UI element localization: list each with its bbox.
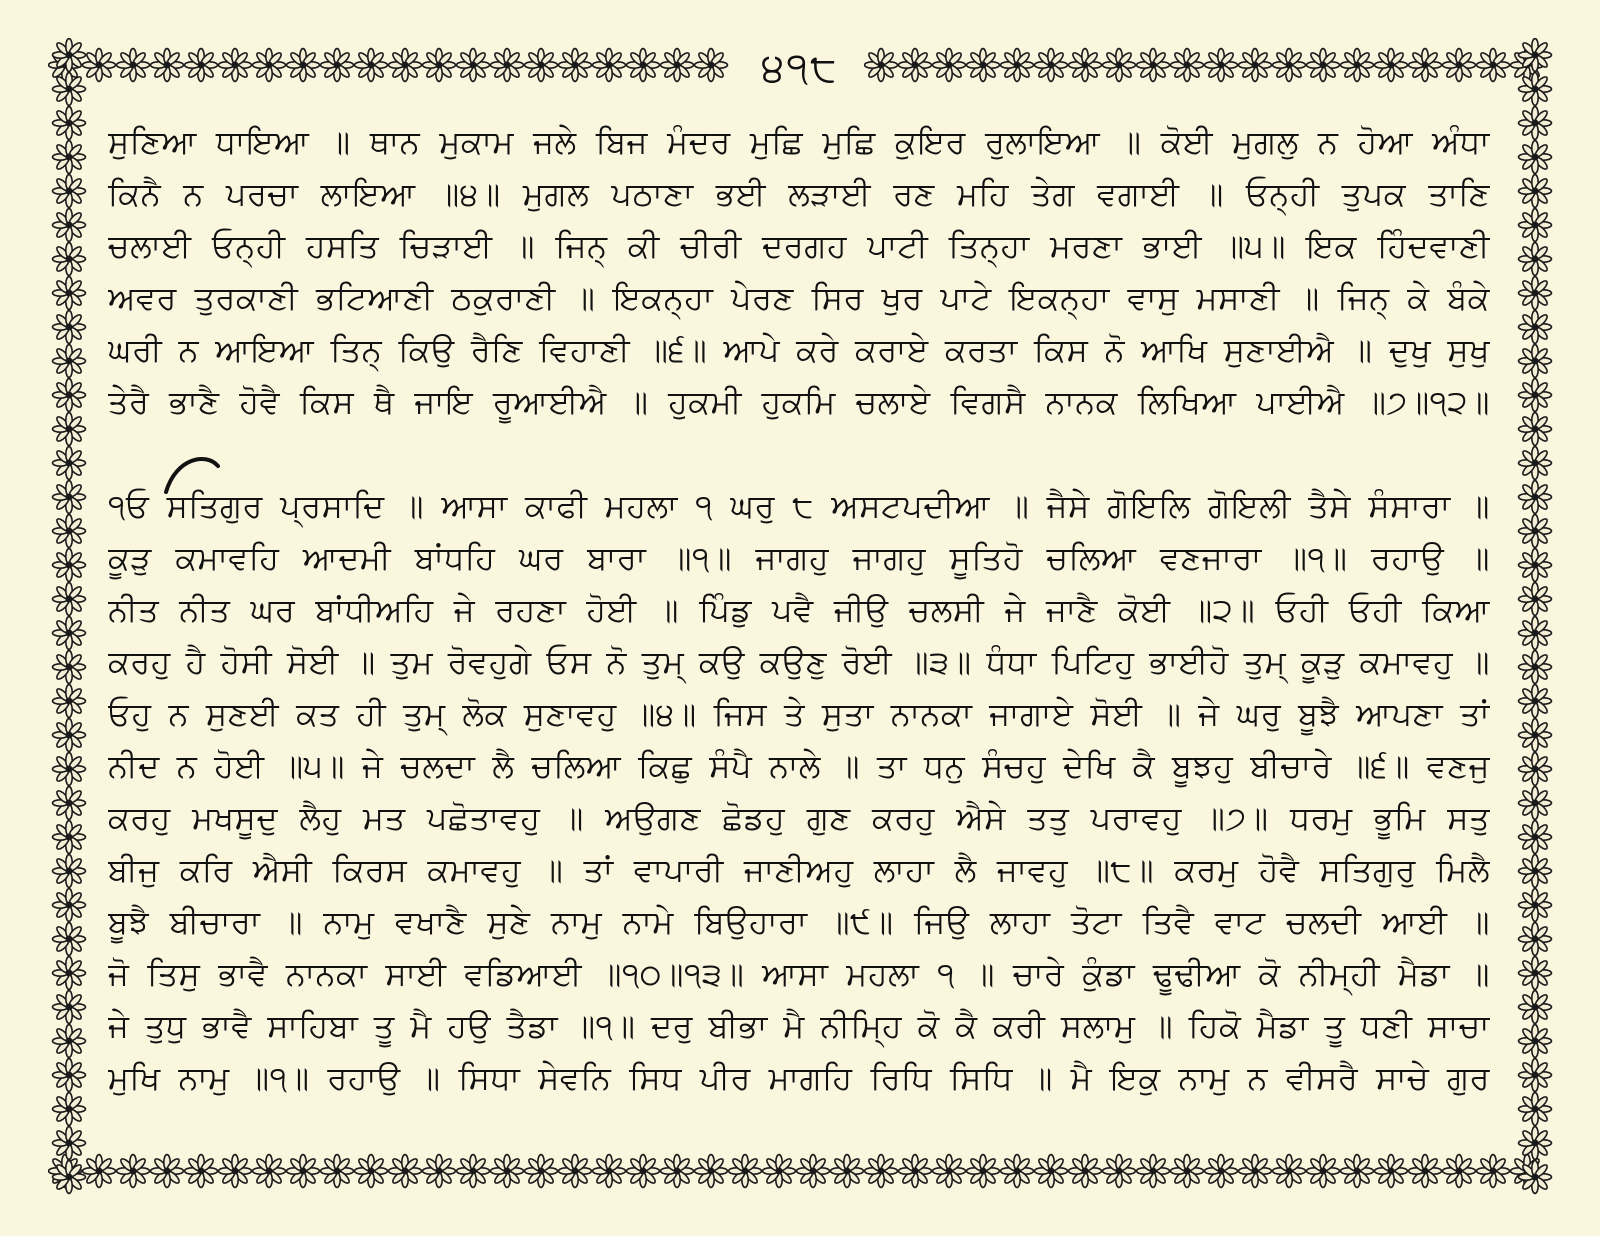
floral-rosette-icon xyxy=(1519,73,1552,106)
floral-rosette-icon xyxy=(1519,787,1552,820)
text-line: ਮੁਖਿ ਨਾਮੁ ॥੧॥ ਰਹਾਉ ॥ ਸਿਧਾ ਸੇਵਨਿ ਸਿਧ ਪੀਰ ਮਾਗਹਿ ਰਿਧਿ ਸਿਧਿ ॥ ਮੈ ਇਕੁ ਨਾਮੁ ਨ ਵੀਸਰੈ ਸਾਚੇ ਗੁਰ xyxy=(108,1059,1490,1097)
floral-rosette-icon xyxy=(1069,49,1102,82)
floral-rosette-icon xyxy=(53,311,86,344)
text-line: ਕਰਹੁ ਹੈ ਹੋਸੀ ਸੋਈ ॥ ਤੁਮ ਰੋਵਹੁਗੇ ਓਸ ਨੋ ਤੁਮ੍ ਕਉ ਕਉਣੁ ਰੋਈ ॥੩॥ ਧੰਧਾ ਪਿਟਿਹੁ ਭਾਈਹੋ ਤੁਮ੍ ਕੂੜੁ ਕਮਾਵਹੁ ॥ xyxy=(108,643,1490,681)
floral-rosette-icon xyxy=(1519,311,1552,344)
floral-rosette-icon xyxy=(1477,1155,1510,1188)
floral-rosette-icon xyxy=(1375,1155,1408,1188)
gurbani-text xyxy=(108,116,1490,1104)
floral-rosette-icon xyxy=(423,49,456,82)
bottom-floral-border xyxy=(48,1146,1548,1196)
floral-rosette-icon xyxy=(53,617,86,650)
floral-rosette-icon xyxy=(53,583,86,616)
floral-rosette-icon xyxy=(53,175,86,208)
passage xyxy=(108,480,1490,1104)
floral-rosette-icon xyxy=(1001,1155,1034,1188)
floral-rosette-icon xyxy=(151,1155,184,1188)
floral-rosette-icon xyxy=(1239,1155,1272,1188)
floral-rosette-icon xyxy=(53,549,86,582)
text-line: ਅਵਰ ਤੁਰਕਾਣੀ ਭਟਿਆਣੀ ਠਕੁਰਾਣੀ ॥ ਇਕਨ੍ਹਾ ਪੇਰਣ ਸਿਰ ਖੁਰ ਪਾਟੇ ਇਕਨ੍ਹਾ ਵਾਸੁ ਮਸਾਣੀ ॥ ਜਿਨ੍ ਕੇ ਬੰਕੇ xyxy=(108,279,1490,317)
floral-rosette-icon xyxy=(1519,1093,1552,1126)
floral-rosette-icon xyxy=(967,1155,1000,1188)
floral-rosette-icon xyxy=(1519,1127,1552,1160)
floral-rosette-icon xyxy=(53,345,86,378)
text-line: ਸੁਣਿਆ ਧਾਇਆ ॥ ਥਾਨ ਮੁਕਾਮ ਜਲੇ ਬਿਜ ਮੰਦਰ ਮੁਛਿ ਮੁਛਿ ਕੁਇਰ ਰੁਲਾਇਆ ॥ ਕੋਈ ਮੁਗਲੁ ਨ ਹੋਆ ਅੰਧਾ xyxy=(108,123,1490,161)
floral-rosette-icon xyxy=(1103,49,1136,82)
floral-rosette-icon xyxy=(1519,107,1552,140)
floral-rosette-icon xyxy=(933,49,966,82)
floral-rosette-icon xyxy=(219,1155,252,1188)
floral-rosette-icon xyxy=(729,1155,762,1188)
floral-rosette-icon xyxy=(797,1155,830,1188)
floral-rosette-icon xyxy=(1519,685,1552,718)
floral-rosette-icon xyxy=(53,957,86,990)
floral-rosette-icon xyxy=(1519,855,1552,888)
text-line: ਕਰਹੁ ਮਖਸੂਦੁ ਲੈਹੁ ਮਤ ਪਛੋਤਾਵਹੁ ॥ ਅਉਗਣ ਛੋਡਹੁ ਗੁਣ ਕਰਹੁ ਐਸੇ ਤਤੁ ਪਰਾਵਹੁ ॥੭॥ ਧਰਮੁ ਭੂਮਿ ਸਤੁ xyxy=(108,799,1490,837)
floral-rosette-icon xyxy=(53,413,86,446)
text-line: ਘਰੀ ਨ ਆਇਆ ਤਿਨ੍ ਕਿਉ ਰੈਣਿ ਵਿਹਾਣੀ ॥੬॥ ਆਪੇ ਕਰੇ ਕਰਾਏ ਕਰਤਾ ਕਿਸ ਨੋ ਆਖਿ ਸੁਣਾਈਐ ॥ ਦੁਖੁ ਸੁਖੁ xyxy=(108,331,1490,369)
floral-rosette-icon xyxy=(1519,583,1552,616)
floral-rosette-icon xyxy=(1519,923,1552,956)
floral-rosette-icon xyxy=(1443,49,1476,82)
floral-rosette-icon xyxy=(1519,549,1552,582)
floral-rosette-icon xyxy=(1519,821,1552,854)
floral-rosette-icon xyxy=(53,889,86,922)
left-floral-border xyxy=(42,38,96,1196)
floral-rosette-icon xyxy=(525,49,558,82)
floral-rosette-icon xyxy=(53,753,86,786)
floral-rosette-icon xyxy=(423,1155,456,1188)
floral-rosette-icon xyxy=(53,821,86,854)
floral-rosette-icon xyxy=(53,107,86,140)
floral-rosette-icon xyxy=(1519,1059,1552,1092)
floral-rosette-icon xyxy=(1409,49,1442,82)
floral-rosette-icon xyxy=(1477,49,1510,82)
floral-rosette-icon xyxy=(967,49,1000,82)
floral-rosette-icon xyxy=(1171,49,1204,82)
floral-rosette-icon xyxy=(1519,277,1552,310)
floral-rosette-icon xyxy=(53,923,86,956)
floral-rosette-icon xyxy=(1519,141,1552,174)
floral-rosette-icon xyxy=(53,685,86,718)
floral-rosette-icon xyxy=(865,49,898,82)
floral-rosette-icon xyxy=(253,1155,286,1188)
floral-rosette-icon xyxy=(661,1155,694,1188)
floral-rosette-icon xyxy=(321,1155,354,1188)
floral-rosette-icon xyxy=(1137,1155,1170,1188)
floral-rosette-icon xyxy=(1035,49,1068,82)
floral-rosette-icon xyxy=(53,481,86,514)
floral-rosette-icon xyxy=(53,1161,86,1194)
floral-rosette-icon xyxy=(1519,753,1552,786)
floral-rosette-icon xyxy=(457,1155,490,1188)
floral-rosette-icon xyxy=(53,141,86,174)
floral-rosette-icon xyxy=(1519,991,1552,1024)
floral-rosette-icon xyxy=(1519,39,1552,72)
floral-rosette-icon xyxy=(1273,49,1306,82)
floral-rosette-icon xyxy=(1171,1155,1204,1188)
floral-rosette-icon xyxy=(491,1155,524,1188)
page-number: ੪੧੮ xyxy=(736,38,864,100)
text-line: ਚਲਾਈ ਓਨ੍ਹੀ ਹਸਤਿ ਚਿੜਾਈ ॥ ਜਿਨ੍ ਕੀ ਚੀਰੀ ਦਰਗਹ ਪਾਟੀ ਤਿਨ੍ਹਾ ਮਰਣਾ ਭਾਈ ॥੫॥ ਇਕ ਹਿੰਦਵਾਣੀ xyxy=(108,227,1490,265)
floral-rosette-icon xyxy=(1307,1155,1340,1188)
floral-rosette-icon xyxy=(53,1127,86,1160)
floral-rosette-icon xyxy=(525,1155,558,1188)
floral-rosette-icon xyxy=(1103,1155,1136,1188)
floral-rosette-icon xyxy=(1341,1155,1374,1188)
floral-rosette-icon xyxy=(53,447,86,480)
floral-rosette-icon xyxy=(559,1155,592,1188)
floral-rosette-icon xyxy=(287,49,320,82)
floral-rosette-icon xyxy=(831,1155,864,1188)
floral-rosette-icon xyxy=(1519,447,1552,480)
floral-rosette-icon xyxy=(1205,1155,1238,1188)
floral-rosette-icon xyxy=(1519,345,1552,378)
text-line: ੧ਓ ਸਤਿਗੁਰ ਪ੍ਰਸਾਦਿ ॥ ਆਸਾ ਕਾਫੀ ਮਹਲਾ ੧ ਘਰੁ ੮ ਅਸਟਪਦੀਆ ॥ ਜੈਸੇ ਗੋਇਲਿ ਗੋਇਲੀ ਤੈਸੇ ਸੰਸਾਰਾ ॥ xyxy=(108,487,1490,525)
floral-rosette-icon xyxy=(1069,1155,1102,1188)
floral-rosette-icon xyxy=(185,1155,218,1188)
text-line: ਨੀਤ ਨੀਤ ਘਰ ਬਾਂਧੀਅਹਿ ਜੇ ਰਹਣਾ ਹੋਈ ॥ ਪਿੰਡੁ ਪਵੈ ਜੀਉ ਚਲਸੀ ਜੇ ਜਾਣੈ ਕੋਈ ॥੨॥ ਓਹੀ ਓਹੀ ਕਿਆ xyxy=(108,591,1490,629)
floral-rosette-icon xyxy=(695,49,728,82)
text-line: ਜੇ ਤੁਧੁ ਭਾਵੈ ਸਾਹਿਬਾ ਤੂ ਮੈ ਹਉ ਤੈਡਾ ॥੧॥ ਦਰੁ ਬੀਭਾ ਮੈ ਨੀਮ੍ਹਿ ਕੋ ਕੈ ਕਰੀ ਸਲਾਮੁ ॥ ਹਿਕੋ ਮੈਡਾ ਤੂ ਧਣੀ ਸਾਚਾ xyxy=(108,1007,1490,1045)
floral-rosette-icon xyxy=(899,49,932,82)
text-line: ਬੂਝੈ ਬੀਚਾਰਾ ॥ ਨਾਮੁ ਵਖਾਣੈ ਸੁਣੇ ਨਾਮੁ ਨਾਮੇ ਬਿਉਹਾਰਾ ॥੯॥ ਜਿਉ ਲਾਹਾ ਤੋਟਾ ਤਿਵੈ ਵਾਟ ਚਲਦੀ ਆਈ ॥ xyxy=(108,903,1490,941)
floral-rosette-icon xyxy=(559,49,592,82)
floral-rosette-icon xyxy=(185,49,218,82)
floral-rosette-icon xyxy=(1519,243,1552,276)
text-line: ਕਿਨੈ ਨ ਪਰਚਾ ਲਾਇਆ ॥੪॥ ਮੁਗਲ ਪਠਾਣਾ ਭਈ ਲੜਾਈ ਰਣ ਮਹਿ ਤੇਗ ਵਗਾਈ ॥ ਓਨ੍ਹੀ ਤੁਪਕ ਤਾਣਿ xyxy=(108,175,1490,213)
floral-rosette-icon xyxy=(491,49,524,82)
floral-rosette-icon xyxy=(627,49,660,82)
floral-rosette-icon xyxy=(1001,49,1034,82)
floral-rosette-icon xyxy=(1375,49,1408,82)
floral-rosette-icon xyxy=(1519,379,1552,412)
floral-rosette-icon xyxy=(1519,175,1552,208)
floral-rosette-icon xyxy=(1519,719,1552,752)
floral-rosette-icon xyxy=(1273,1155,1306,1188)
floral-rosette-icon xyxy=(53,73,86,106)
text-line: ਓਹੁ ਨ ਸੁਣਈ ਕਤ ਹੀ ਤੁਮ੍ ਲੋਕ ਸੁਣਾਵਹੁ ॥੪॥ ਜਿਸ ਤੇ ਸੁਤਾ ਨਾਨਕਾ ਜਾਗਾਏ ਸੋਈ ॥ ਜੇ ਘਰੁ ਬੂਝੈ ਆਪਣਾ ਤਾਂ xyxy=(108,695,1490,733)
floral-rosette-icon xyxy=(117,1155,150,1188)
floral-rosette-icon xyxy=(1519,617,1552,650)
floral-rosette-icon xyxy=(593,49,626,82)
floral-rosette-icon xyxy=(151,49,184,82)
floral-rosette-icon xyxy=(1239,49,1272,82)
floral-rosette-icon xyxy=(53,1059,86,1092)
text-line: ਨੀਦ ਨ ਹੋਈ ॥੫॥ ਜੇ ਚਲਦਾ ਲੈ ਚਲਿਆ ਕਿਛੁ ਸੰਪੈ ਨਾਲੇ ॥ ਤਾ ਧਨੁ ਸੰਚਹੁ ਦੇਖਿ ਕੈ ਬੂਝਹੁ ਬੀਚਾਰੇ ॥੬॥ ਵਣਜੁ xyxy=(108,747,1490,785)
floral-rosette-icon xyxy=(117,49,150,82)
floral-rosette-icon xyxy=(627,1155,660,1188)
floral-rosette-icon xyxy=(253,49,286,82)
floral-rosette-icon xyxy=(1519,651,1552,684)
floral-rosette-icon xyxy=(1519,1025,1552,1058)
paragraph-gap xyxy=(108,428,1490,480)
floral-rosette-icon xyxy=(53,39,86,72)
floral-rosette-icon xyxy=(53,277,86,310)
floral-rosette-icon xyxy=(53,1025,86,1058)
floral-rosette-icon xyxy=(53,719,86,752)
floral-rosette-icon xyxy=(593,1155,626,1188)
floral-rosette-icon xyxy=(389,1155,422,1188)
text-line: ਤੇਰੈ ਭਾਣੈ ਹੋਵੈ ਕਿਸ ਥੈ ਜਾਇ ਰੂਆਈਐ ॥ ਹੁਕਮੀ ਹੁਕਮਿ ਚਲਾਏ ਵਿਗਸੈ ਨਾਨਕ ਲਿਖਿਆ ਪਾਈਐ ॥੭॥੧੨॥ xyxy=(108,383,1490,421)
floral-rosette-icon xyxy=(1519,889,1552,922)
floral-rosette-icon xyxy=(1035,1155,1068,1188)
floral-rosette-icon xyxy=(661,49,694,82)
floral-rosette-icon xyxy=(1443,1155,1476,1188)
floral-rosette-icon xyxy=(1341,49,1374,82)
floral-rosette-icon xyxy=(1205,49,1238,82)
floral-rosette-icon xyxy=(1409,1155,1442,1188)
text-line: ਜੋ ਤਿਸੁ ਭਾਵੈ ਨਾਨਕਾ ਸਾਈ ਵਡਿਆਈ ॥੧੦॥੧੩॥ ਆਸਾ ਮਹਲਾ ੧ ॥ ਚਾਰੇ ਕੁੰਡਾ ਢੂਢੀਆ ਕੋ ਨੀਮ੍ਹੀ ਮੈਡਾ ॥ xyxy=(108,955,1490,993)
floral-rosette-icon xyxy=(899,1155,932,1188)
floral-rosette-icon xyxy=(1519,413,1552,446)
floral-rosette-icon xyxy=(53,651,86,684)
floral-rosette-icon xyxy=(695,1155,728,1188)
floral-rosette-icon xyxy=(1137,49,1170,82)
floral-rosette-icon xyxy=(53,1093,86,1126)
floral-rosette-icon xyxy=(355,1155,388,1188)
right-floral-border xyxy=(1508,38,1562,1196)
floral-rosette-icon xyxy=(53,209,86,242)
floral-rosette-icon xyxy=(1519,515,1552,548)
floral-rosette-icon xyxy=(53,855,86,888)
floral-rosette-icon xyxy=(53,991,86,1024)
floral-rosette-icon xyxy=(865,1155,898,1188)
floral-rosette-icon xyxy=(53,243,86,276)
floral-rosette-icon xyxy=(355,49,388,82)
text-line: ਬੀਜੁ ਕਰਿ ਐਸੀ ਕਿਰਸ ਕਮਾਵਹੁ ॥ ਤਾਂ ਵਾਪਾਰੀ ਜਾਣੀਅਹੁ ਲਾਹਾ ਲੈ ਜਾਵਹੁ ॥੮॥ ਕਰਮੁ ਹੋਵੈ ਸਤਿਗੁਰੁ ਮਿਲੈ xyxy=(108,851,1490,889)
floral-rosette-icon xyxy=(287,1155,320,1188)
floral-rosette-icon xyxy=(1519,481,1552,514)
floral-rosette-icon xyxy=(219,49,252,82)
floral-rosette-icon xyxy=(53,379,86,412)
floral-rosette-icon xyxy=(933,1155,966,1188)
floral-rosette-icon xyxy=(1519,957,1552,990)
floral-rosette-icon xyxy=(1307,49,1340,82)
floral-rosette-icon xyxy=(321,49,354,82)
floral-rosette-icon xyxy=(1519,209,1552,242)
floral-rosette-icon xyxy=(53,515,86,548)
floral-rosette-icon xyxy=(1519,1161,1552,1194)
floral-rosette-icon xyxy=(457,49,490,82)
floral-rosette-icon xyxy=(389,49,422,82)
floral-rosette-icon xyxy=(763,1155,796,1188)
passage xyxy=(108,116,1490,428)
text-line: ਕੂੜੁ ਕਮਾਵਹਿ ਆਦਮੀ ਬਾਂਧਹਿ ਘਰ ਬਾਰਾ ॥੧॥ ਜਾਗਹੁ ਜਾਗਹੁ ਸੂਤਿਹੋ ਚਲਿਆ ਵਣਜਾਰਾ ॥੧॥ ਰਹਾਉ ॥ xyxy=(108,539,1490,577)
floral-rosette-icon xyxy=(53,787,86,820)
